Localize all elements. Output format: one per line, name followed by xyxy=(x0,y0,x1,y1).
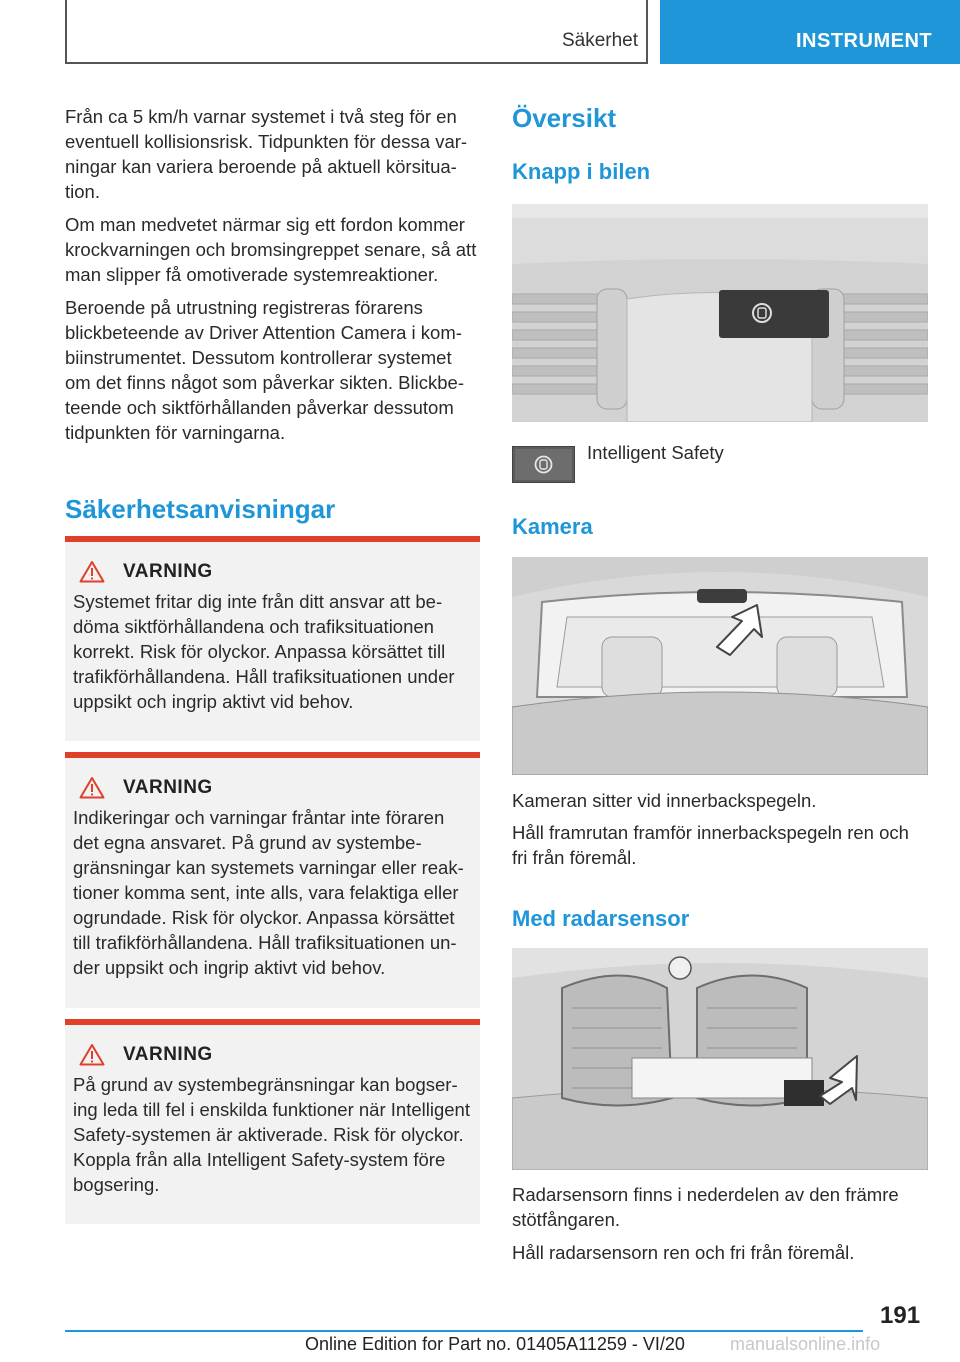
page-number: 191 xyxy=(880,1302,921,1329)
radar-paragraph: Radarsensorn finns i nederdelen av den främre stötfångaren. xyxy=(512,1184,899,1230)
warning-text: På grund av systembegränsningar kan bogsering leda till fel i enskilda funktioner när Intelligent Safety-systemen är aktiverade. Risk för olyckor. Koppla från alla Intelligent Safety-system före bogsering. xyxy=(73,1074,470,1195)
warning-title: VARNING xyxy=(123,1043,213,1065)
warning-box xyxy=(65,536,480,741)
footer-watermark: manualsonline.info xyxy=(730,1334,881,1354)
warning-box xyxy=(65,752,480,1008)
footer-edition: Online Edition for Part no. 01405A11259 - VI/20 xyxy=(305,1334,685,1354)
intelligent-safety-button-icon xyxy=(512,446,575,483)
warning-box xyxy=(65,1019,480,1224)
camera-paragraph: Håll framrutan framför innerbackspegeln ren och fri från föremål. xyxy=(512,822,909,868)
dashboard-button-image xyxy=(512,204,928,422)
warning-triangle-icon xyxy=(79,560,105,583)
header-section-label: Säkerhet xyxy=(561,30,638,51)
paragraph: Beroende på utrustning registreras förarens blickbeteende av Driver Attention Camera i kombiinstrumentet. Dessutom kontrollerar systemet om det finns något som påverkar sikten. Blickbeteende och siktförhållanden påverkar dessutom tidpunkten för varningarna. xyxy=(65,297,464,443)
header-chapter-tab: INSTRUMENT xyxy=(660,0,960,64)
safety-heading: Säkerhetsanvisningar xyxy=(65,494,336,524)
footer-divider xyxy=(65,1330,863,1332)
warning-triangle-icon xyxy=(79,1043,105,1066)
camera-heading: Kamera xyxy=(512,514,593,539)
radar-sensor-image xyxy=(512,948,928,1170)
warning-text: Systemet fritar dig inte från ditt ansvar att bedöma siktförhållandena och trafiksituationen korrekt. Risk för olyckor. Anpassa körsättet till trafikförhållandena. Håll trafiksituationen under uppsikt och ingrip aktivt vid behov. xyxy=(73,591,455,712)
warning-triangle-icon xyxy=(79,776,105,799)
camera-paragraph: Kameran sitter vid innerbackspegeln. xyxy=(512,790,817,811)
left-column xyxy=(65,104,480,453)
overview-heading: Översikt xyxy=(512,103,617,133)
paragraph: Från ca 5 km/h varnar systemet i två steg för en eventuell kollisionsrisk. Tidpunkten för dessa varningar kan variera beroende på aktuell körsituation. xyxy=(65,106,468,202)
button-heading: Knapp i bilen xyxy=(512,159,651,184)
warning-text: Indikeringar och varningar fråntar inte föraren det egna ansvaret. På grund av systembegränsningar kan systemets varningar eller reaktioner komma sent, inte alls, vara felaktiga eller ogrundade. Risk för olyckor. Anpassa körsättet till trafikförhållandena. Håll trafiksituationen under uppsikt och ingrip aktivt vid behov. xyxy=(73,807,464,978)
header-section-tab xyxy=(65,0,648,64)
radar-heading: Med radarsensor xyxy=(512,906,690,931)
warning-title: VARNING xyxy=(123,560,213,582)
button-label: Intelligent Safety xyxy=(587,442,724,463)
paragraph: Om man medvetet närmar sig ett fordon kommer krockvarningen och bromsingreppet senare, så att man slipper få omotiverade systemreaktioner. xyxy=(65,214,477,285)
camera-location-image xyxy=(512,557,928,775)
radar-paragraph: Håll radarsensorn ren och fri från föremål. xyxy=(512,1242,855,1263)
warning-title: VARNING xyxy=(123,776,213,798)
